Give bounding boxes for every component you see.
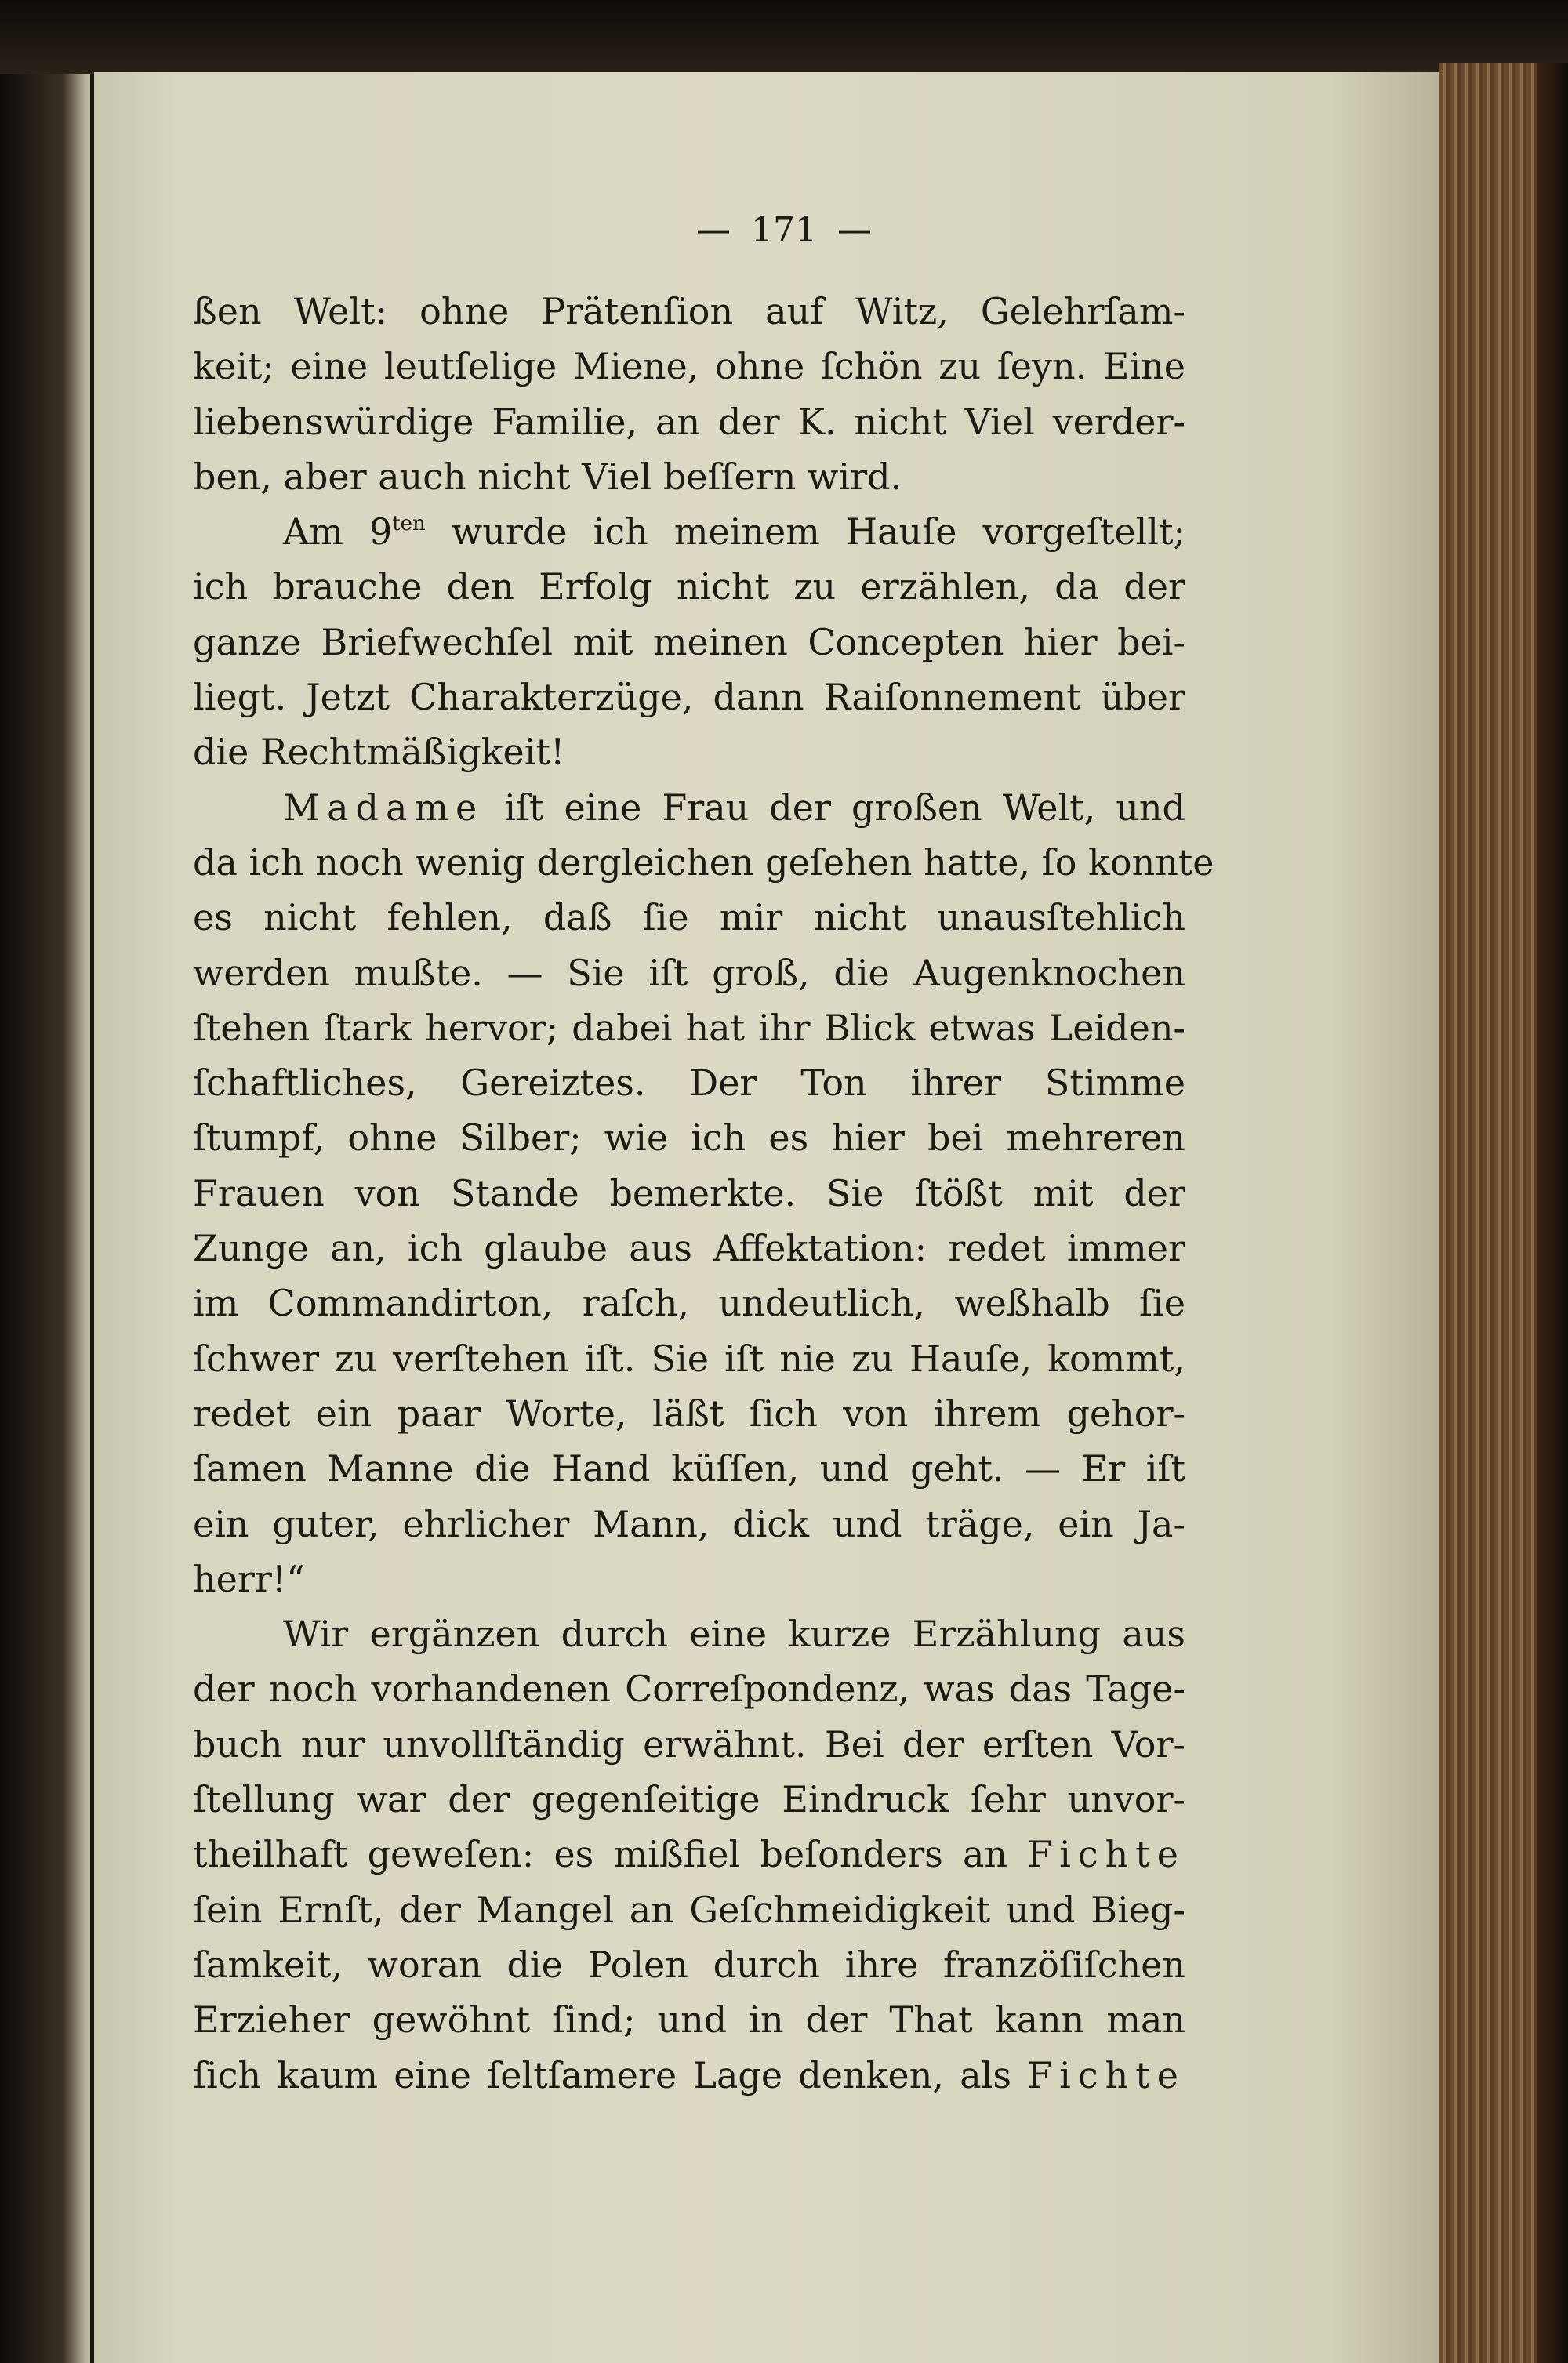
text-segment: liegt. Jetzt Charakterzüge, dann Raiſonnement über — [193, 676, 1185, 719]
text-segment: ſchaftliches, Gereiztes. Der Ton ihrer Stimme — [193, 1062, 1185, 1105]
emphasized-name: Fichte — [1027, 2053, 1185, 2096]
text-line — [193, 724, 1185, 779]
text-segment: werden mußte. — Sie iſt groß, die Augenknochen — [193, 951, 1185, 994]
text-line — [193, 284, 1185, 339]
text-line — [193, 1221, 1185, 1276]
text-line — [193, 1937, 1185, 1992]
text-line — [193, 670, 1185, 724]
text-line — [193, 1827, 1185, 1882]
body-text — [193, 284, 1214, 2103]
text-line — [193, 1772, 1185, 1827]
book-fore-edge — [1439, 63, 1568, 2363]
text-segment: ſein Ernſt, der Mangel an Geſchmeidigkeit und Bieg- — [193, 1888, 1185, 1931]
text-line — [193, 890, 1185, 945]
text-segment: ßen Welt: ohne Prätenſion auf Witz, Gelehrſam- — [193, 290, 1185, 332]
emphasized-name: Madame — [283, 786, 485, 829]
text-line — [193, 394, 1185, 449]
text-segment: wurde ich meinem Hauſe vorgeſtellt; — [425, 510, 1185, 554]
text-line — [193, 1276, 1185, 1330]
text-line — [193, 1717, 1185, 1772]
text-line — [193, 1882, 1185, 1937]
text-line — [193, 1497, 1185, 1552]
text-line — [193, 1992, 1185, 2047]
text-line — [193, 1166, 1185, 1221]
text-segment: ganze Briefwechſel mit meinen Concepten hier bei- — [193, 620, 1185, 663]
text-segment: ein guter, ehrlicher Mann, dick und träge, ein Ja- — [193, 1502, 1185, 1545]
text-line — [193, 1552, 1185, 1606]
text-line — [193, 1606, 1185, 1661]
text-segment: Frauen von Stande bemerkte. Sie ſtößt mit der — [193, 1171, 1185, 1214]
page-number: 171 — [751, 210, 817, 250]
text-segment: im Commandirton, raſch, undeutlich, weßhalb ſie — [193, 1282, 1185, 1325]
text-line — [193, 1441, 1185, 1496]
text-line — [193, 1386, 1185, 1441]
text-segment: Am 9 — [283, 510, 393, 554]
text-segment: ſchwer zu verſtehen iſt. Sie iſt nie zu Hauſe, kommt, — [193, 1337, 1185, 1380]
superscript: ten — [392, 512, 426, 536]
text-segment: da ich noch wenig dergleichen geſehen hatte, ſo konnte — [193, 840, 1214, 884]
text-segment: herr!“ — [193, 1557, 305, 1600]
text-line — [193, 2048, 1185, 2103]
text-line — [193, 1110, 1185, 1165]
emphasized-name: Fichte — [1027, 1833, 1185, 1876]
text-segment: die Rechtmäßigkeit! — [193, 731, 565, 774]
header-dash: — — [837, 210, 872, 250]
scan-background-top — [0, 0, 1568, 74]
text-line — [193, 1661, 1185, 1716]
text-segment: ſamen Manne die Hand küſſen, und geht. — Er iſt — [193, 1447, 1185, 1490]
text-segment: der noch vorhandenen Correſpondenz, was das Tage- — [193, 1668, 1185, 1711]
text-segment: ſtehen ſtark hervor; dabei hat ihr Blick etwas Leiden- — [193, 1006, 1185, 1049]
text-segment: iſt eine Frau der großen Welt, und — [484, 786, 1185, 829]
text-segment: ſich kaum eine ſeltſamere Lage denken, als — [193, 2053, 1028, 2096]
text-segment: ich brauche den Erfolg nicht zu erzählen, da der — [193, 565, 1185, 608]
text-line — [193, 339, 1185, 394]
text-segment: redet ein paar Worte, läßt ſich von ihrem gehor- — [193, 1392, 1185, 1435]
text-segment: Erzieher gewöhnt ſind; und in der That kann man — [193, 1998, 1185, 2042]
text-segment: liebenswürdige Familie, an der K. nicht Viel verder- — [193, 400, 1185, 443]
text-line — [193, 449, 1185, 504]
left-page-edge — [0, 74, 90, 2363]
text-segment: Zunge an, ich glaube aus Affektation: redet immer — [193, 1227, 1185, 1270]
text-segment: keit; eine leutſelige Miene, ohne ſchön zu ſeyn. Eine — [193, 345, 1185, 388]
text-segment: ſamkeit, woran die Polen durch ihre franzöſiſchen — [193, 1943, 1185, 1986]
text-line — [193, 559, 1185, 614]
text-segment: es nicht fehlen, daß ſie mir nicht unausſtehlich — [193, 896, 1185, 939]
text-segment: ſtellung war der gegenſeitige Eindruck ſehr unvor- — [193, 1778, 1185, 1821]
page-header — [0, 210, 1568, 250]
text-segment: ſtumpf, ohne Silber; wie ich es hier bei mehreren — [193, 1116, 1185, 1160]
header-dash: — — [696, 210, 731, 250]
text-segment: ben, aber auch nicht Viel beſſern wird. — [193, 455, 902, 498]
text-segment: buch nur unvollſtändig erwähnt. Bei der erſten Vor- — [193, 1722, 1185, 1766]
text-line — [193, 1000, 1185, 1055]
text-line — [193, 1055, 1185, 1110]
text-line — [193, 504, 1185, 559]
text-line — [193, 946, 1185, 1000]
text-segment: Wir ergänzen durch eine kurze Erzählung aus — [283, 1613, 1185, 1656]
text-line — [193, 1331, 1185, 1386]
text-segment: theilhaft geweſen: es mißfiel beſonders an — [193, 1833, 1028, 1876]
text-line — [193, 615, 1185, 670]
text-line — [193, 835, 1214, 890]
text-line — [193, 780, 1185, 835]
